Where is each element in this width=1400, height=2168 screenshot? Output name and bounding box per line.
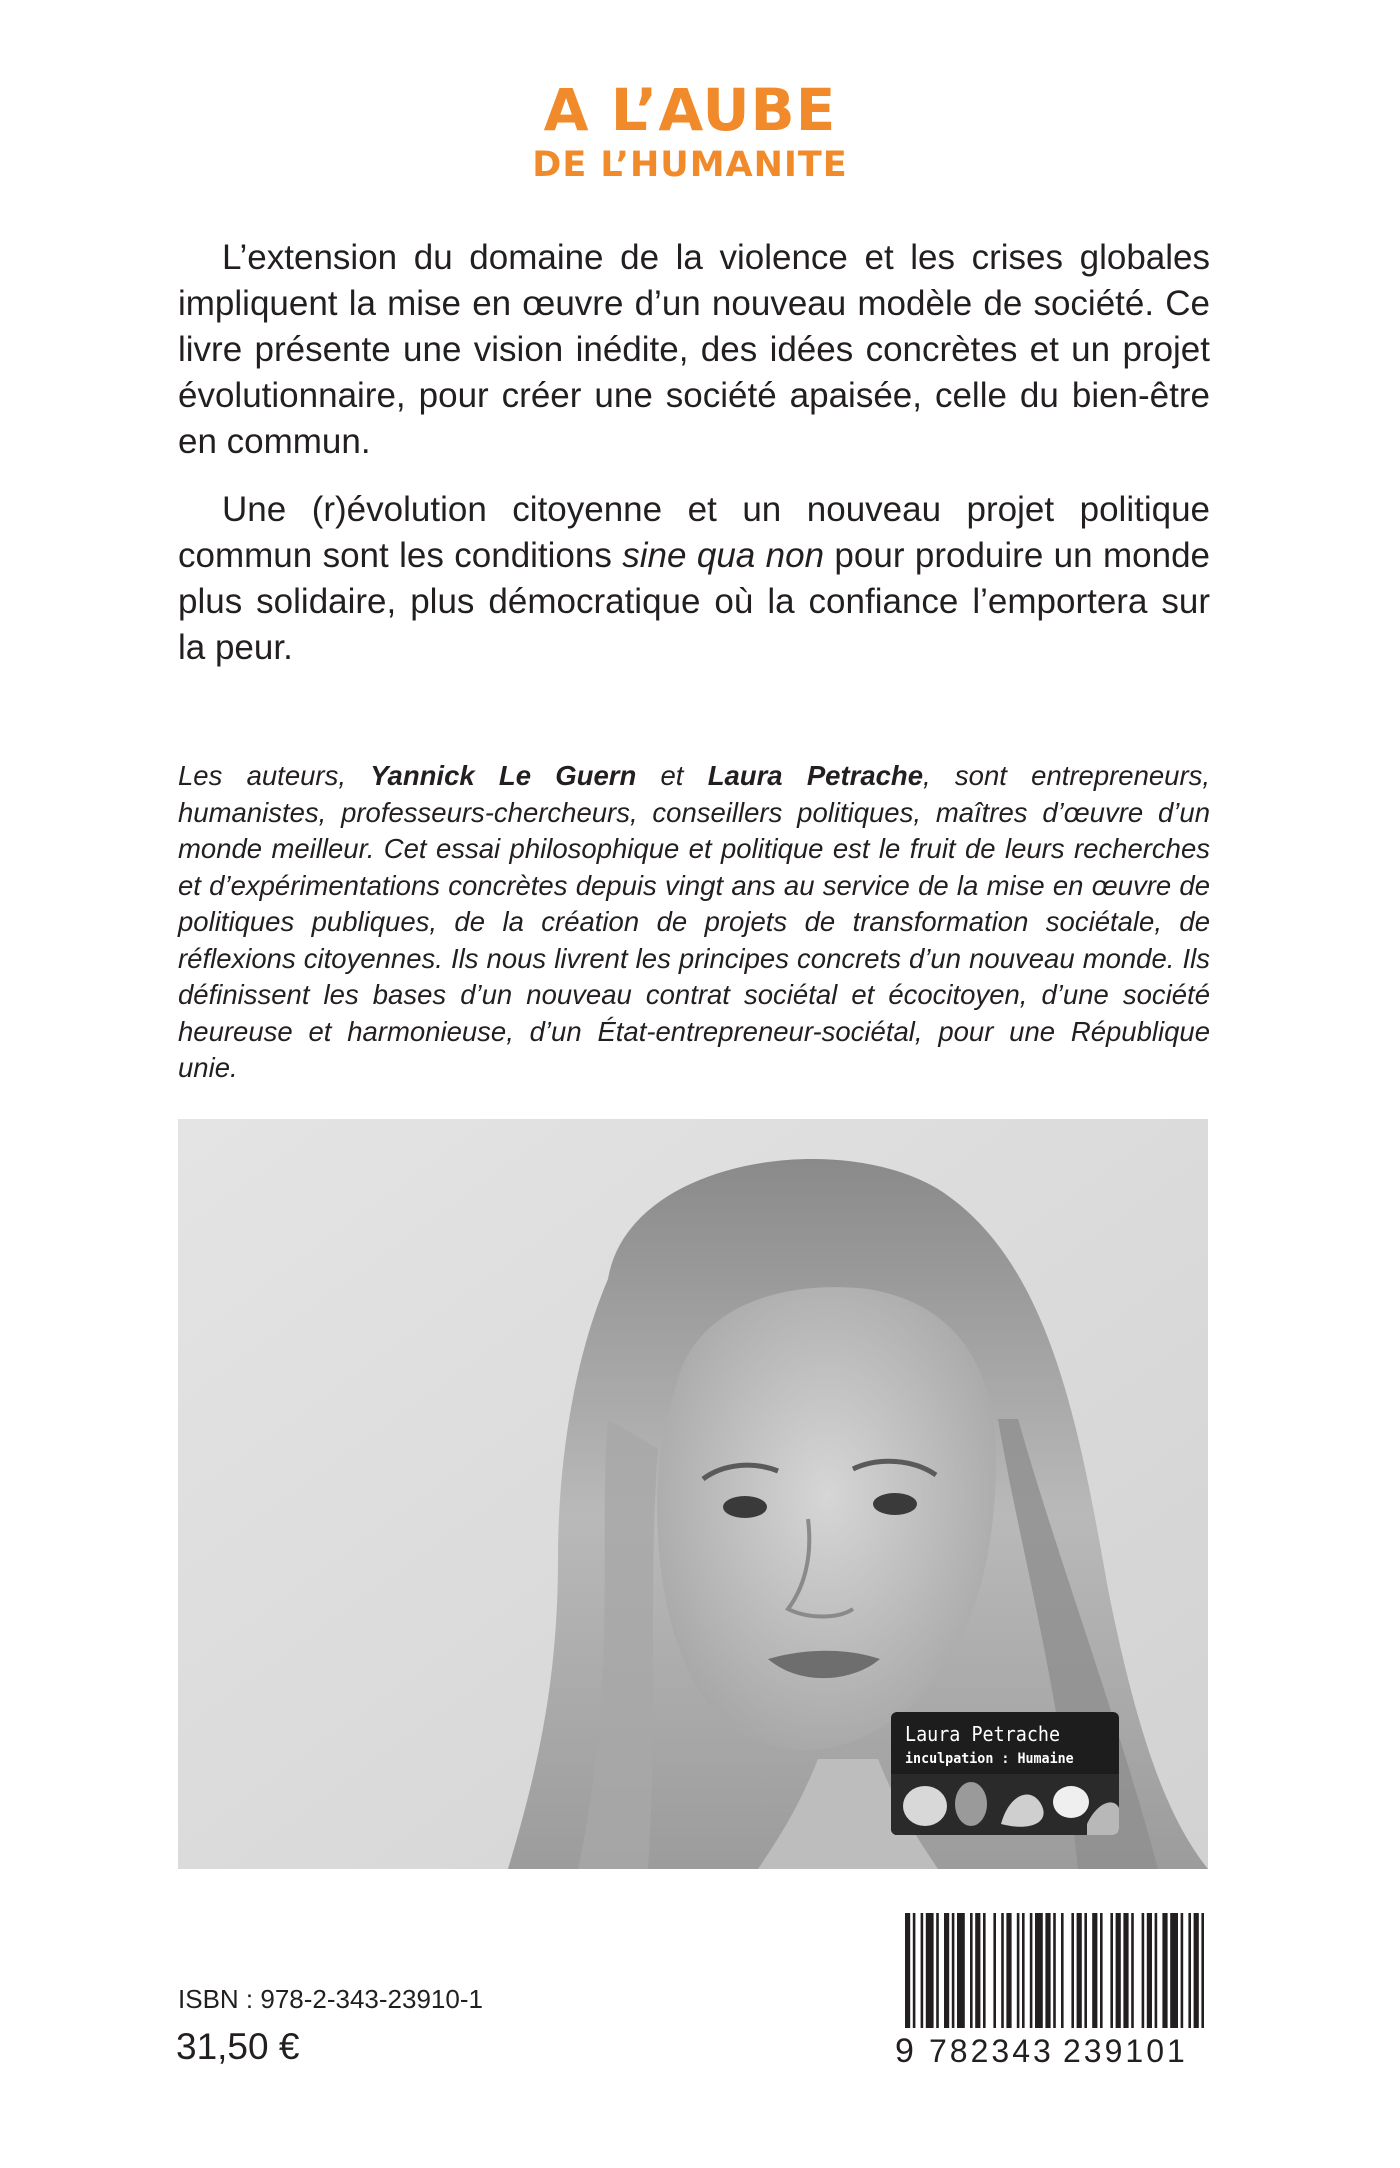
barcode-first-digit: 9 <box>895 2032 914 2068</box>
blurb-p2-end: pour produire un monde plus solidaire, plus démocratique où la confiance l’emportera sur la peur. <box>178 536 1211 667</box>
blurb-p2-italic: sine qua non <box>622 536 825 575</box>
bio-text: , sont entrepreneurs, humanistes, professeurs-chercheurs, conseillers politiques, maîtres d’œuvre d’un monde meilleur. Cet essai philosophique et politique est le fruit de leurs recherches et d’expérimentations concrètes depuis vingt ans au service de la mise en œuvre de politiques publiques, de la création de projets de transformation sociétale, de réflexions citoyennes. Ils nous livrent les principes concrets d’un nouveau monde. Ils définissent les bases d’un nouveau contrat sociétal et écocitoyen, d’une société heureuse et harmonieuse, d’un État-entrepreneur-sociétal, pour une République unie. <box>178 760 1211 1083</box>
caption-label <box>891 1712 1119 1835</box>
blurb-paragraph-1: L’extension du domaine de la violence et les crises globales impliquent la mise en œuvre d’un nouveau modèle de société. Ce livre présente une vision inédite, des idées concrètes et un projet évolutionnaire, pour créer une société apaisée, celle du bien-être en commun. <box>178 238 1210 461</box>
price: 31,50 € <box>176 2026 300 2067</box>
isbn: ISBN : 978-2-343-23910-1 <box>178 1984 483 2014</box>
book-title: A L’AUBE <box>543 76 837 144</box>
bio-connector: et <box>636 760 708 791</box>
caption-thumbnail-strip <box>891 1774 1119 1835</box>
author-name-1: Yannick Le Guern <box>370 760 637 791</box>
barcode-group-2: 239101 <box>1063 2033 1188 2068</box>
caption-name: Laura Petrache <box>905 1722 1061 1746</box>
blurb-p2-start: Une (r)évolution citoyenne et un nouveau projet politique commun sont les conditions <box>178 490 1210 575</box>
caption-tag: inculpation : Humaine <box>905 1751 1074 1767</box>
barcode-group-1: 782343 <box>929 2033 1054 2068</box>
author-name-2: Laura Petrache <box>707 760 924 791</box>
barcode-digits <box>893 2028 1208 2068</box>
blurb-paragraph-2 <box>178 487 1210 671</box>
book-subtitle: DE L’HUMANITE <box>532 145 848 185</box>
bio-intro: Les auteurs, <box>178 760 371 791</box>
author-photo <box>178 1119 1208 1869</box>
author-bio <box>178 758 1210 1087</box>
